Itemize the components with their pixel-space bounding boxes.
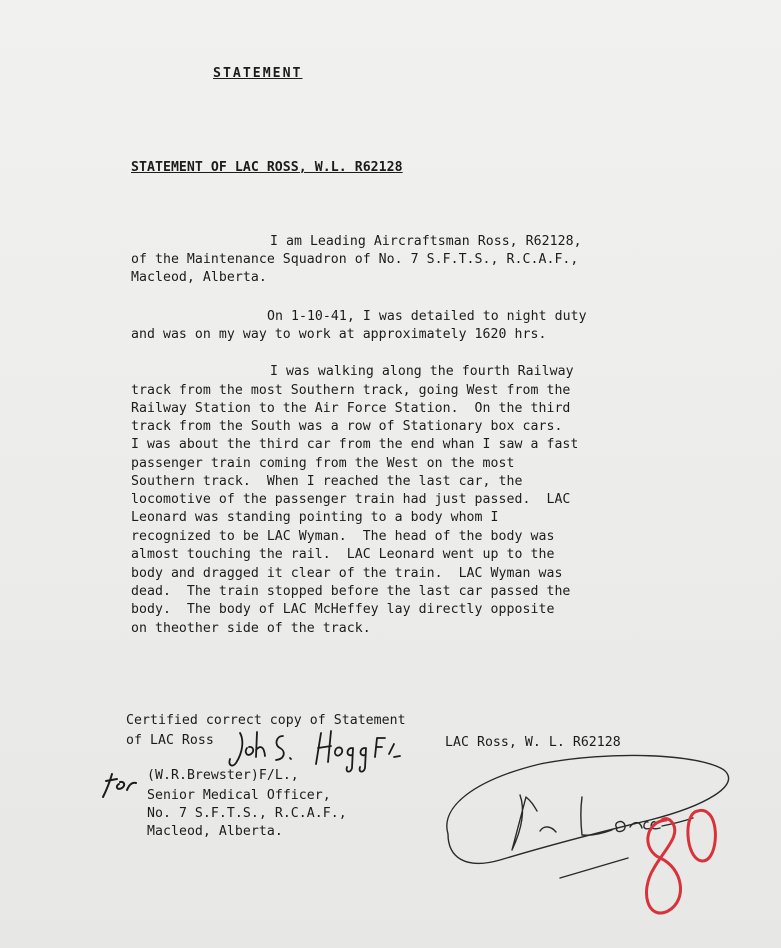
paragraph-3-line: I was about the third car from the end whan I saw a fast [131,437,579,452]
handwritten-countersignature [229,731,400,772]
paragraph-3-line: Railway Station to the Air Force Station. On the third [131,401,571,416]
paragraph-1-line: of the Maintenance Squadron of No. 7 S.F.T.S., R.C.A.F., [131,252,579,267]
paragraph-3-line: dead. The train stopped before the last car passed the [131,584,571,599]
statement-heading: STATEMENT OF LAC ROSS, W.L. R62128 [131,160,403,175]
paragraph-2-line: On 1-10-41, I was detailed to night duty [267,309,587,324]
certification-line: of LAC Ross [126,733,214,748]
paragraph-3-line: body and dragged it clear of the train. LAC Wyman was [131,566,563,581]
paragraph-3-line: Leonard was standing pointing to a body whom I [131,510,499,525]
paragraph-3-line: track from the South was a row of Stationary box cars. [131,419,563,434]
paragraph-3-line: I was walking along the fourth Railway [270,364,574,379]
paragraph-2-line: and was on my way to work at approximately 1620 hrs. [131,327,547,342]
officer-line: (W.R.Brewster)F/L., [147,768,299,783]
paragraph-3-line: passenger train coming from the West on the most [131,456,515,471]
paragraph-3-line: locomotive of the passenger train had just passed. LAC [131,492,571,507]
paragraph-1-line: I am Leading Aircraftsman Ross, R62128, [270,234,582,249]
paragraph-3-line: Southern track. When I reached the last car, the [131,474,523,489]
handwritten-for-note [103,774,136,797]
officer-line: Senior Medical Officer, [147,788,331,803]
paragraph-3-line: body. The body of LAC McHeffey lay directly opposite [131,602,555,617]
officer-line: No. 7 S.F.T.S., R.C.A.F., [147,806,347,821]
paragraph-3-line: recognized to be LAC Wyman. The head of the body was [131,529,555,544]
handwritten-ross-signature [447,755,729,878]
certification-line: Certified correct copy of Statement [126,713,406,728]
document-title: STATEMENT [213,66,303,81]
paragraph-3-line: on theother side of the track. [131,621,371,636]
signatory-name: LAC Ross, W. L. R62128 [445,735,621,750]
paragraph-3-line: track from the most Southern track, going West from the [131,383,571,398]
page-number-80 [647,810,716,913]
paragraph-1-line: Macleod, Alberta. [131,270,267,285]
paragraph-3-line: almost touching the rail. LAC Leonard went up to the [131,547,555,562]
officer-line: Macleod, Alberta. [147,824,283,839]
